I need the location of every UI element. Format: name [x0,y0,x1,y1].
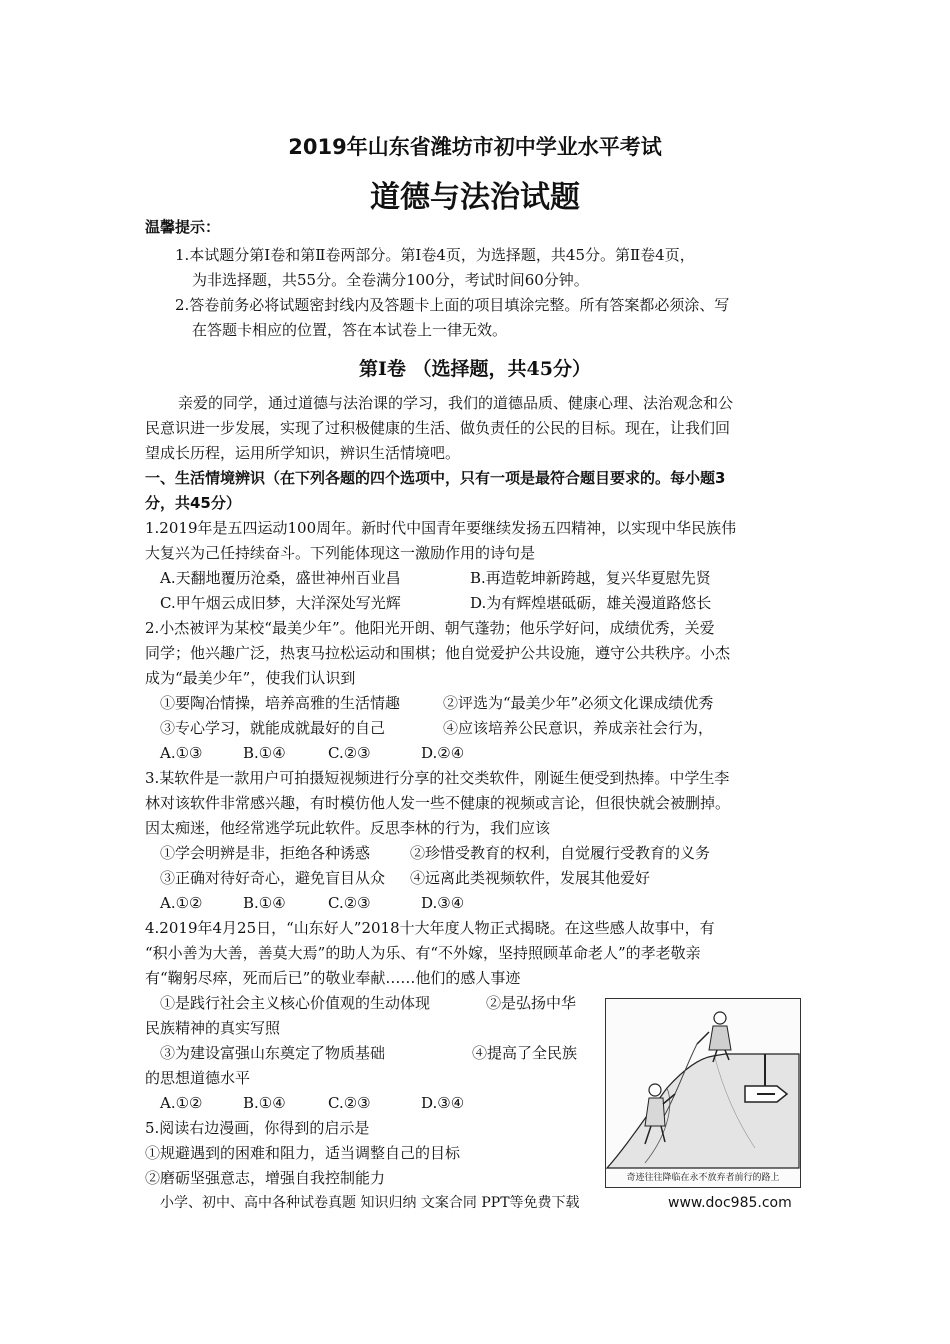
q2-option-a: A.①③ [160,744,203,762]
q1-option-a: A.天翻地覆历沧桑，盛世神州百业昌 [160,569,401,587]
climbing-comic-illustration-icon [605,998,801,1188]
notice-item2-line2: 在答题卡相应的位置，答在本试卷上一律无效。 [192,321,508,339]
q1-option-d: D.为有辉煌堪砥砺，雄关漫道路悠长 [470,594,712,612]
q4-line1: 4.2019年4月25日，“山东好人”2018十大年度人物正式揭晓。在这些感人故事中，有 [145,919,715,937]
q2-statement-2: ②评选为“最美少年”必须文化课成绩优秀 [443,694,714,712]
q3-line1: 3.某软件是一款用户可拍摄短视频进行分享的社交类软件，刚诞生便受到热捧。中学生李 [145,769,730,787]
notice-item2-line1: 2.答卷前务必将试题密封线内及答题卡上面的项目填涂完整。所有答案都必须涂、写 [175,296,730,314]
part-title-line1: 一、生活情境辨识（在下列各题的四个选项中，只有一项是最符合题目要求的。每小题3 [145,469,726,487]
q1-line2: 大复兴为己任持续奋斗。下列能体现这一激励作用的诗句是 [145,544,536,562]
q4-statement-4b: 的思想道德水平 [145,1069,251,1087]
q3-line2: 林对该软件非常感兴趣，有时模仿他人发一些不健康的视频或言论，但很快就会被删掉。 [145,794,731,812]
q3-option-c: C.②③ [328,894,371,912]
q3-statement-1: ①学会明辨是非，拒绝各种诱惑 [160,844,371,862]
q3-statement-2: ②珍惜受教育的权利，自觉履行受教育的义务 [410,844,711,862]
notice-heading: 温馨提示： [145,218,221,236]
notice-item1-line2: 为非选择题，共55分。全卷满分100分，考试时间60分钟。 [192,271,589,289]
q4-statement-1: ①是践行社会主义核心价值观的生动体现 [160,994,431,1012]
q2-line1: 2.小杰被评为某校“最美少年”。他阳光开朗、朝气蓬勃；他乐学好问，成绩优秀，关爱 [145,619,715,637]
q3-option-d: D.③④ [421,894,465,912]
section1-title: 第Ⅰ卷 （选择题，共45分） [359,358,591,380]
comic-caption: 奇迹往往降临在永不放弃者前行的路上 [626,1173,780,1183]
q1-option-b: B.再造乾坤新跨越，复兴华夏慰先贤 [470,569,711,587]
q4-statement-2a: ②是弘扬中华 [486,994,577,1012]
q1-line1: 1.2019年是五四运动100周年。新时代中国青年要继续发扬五四精神，以实现中华民族伟 [145,519,737,537]
q2-line3: 成为“最美少年”，使我们认识到 [145,669,356,687]
q2-statement-1: ①要陶冶情操，培养高雅的生活情趣 [160,694,401,712]
intro-line2: 民意识进一步发展，实现了过积极健康的生活、做负责任的公民的目标。现在，让我们回 [145,419,731,437]
q4-option-c: C.②③ [328,1094,371,1112]
part-title-line2: 分，共45分） [145,494,241,512]
q2-option-d: D.②④ [421,744,465,762]
q5-line1: 5.阅读右边漫画，你得到的启示是 [145,1119,370,1137]
q2-option-c: C.②③ [328,744,371,762]
footer-text: 小学、初中、高中各种试卷真题 知识归纳 文案合同 PPT等免费下载 [160,1195,580,1211]
q5-statement-1: ①规避遇到的困难和阻力，适当调整自己的目标 [145,1144,461,1162]
q3-line3: 因太痴迷，他经常逃学玩此软件。反思李林的行为，我们应该 [145,819,551,837]
q3-option-b: B.①④ [243,894,286,912]
q2-option-b: B.①④ [243,744,286,762]
q4-option-b: B.①④ [243,1094,286,1112]
intro-line3: 望成长历程，运用所学知识，辨识生活情境吧。 [145,444,461,462]
q5-statement-2: ②磨砺坚强意志，增强自我控制能力 [145,1169,386,1187]
q4-line2: “积小善为大善，善莫大焉”的助人为乐、有“不外嫁，坚持照顾革命老人”的孝老敬亲 [145,944,701,962]
q3-option-a: A.①② [160,894,203,912]
q3-statement-3: ③正确对待好奇心，避免盲目从众 [160,869,386,887]
q4-option-d: D.③④ [421,1094,465,1112]
intro-line1: 亲爱的同学，通过道德与法治课的学习，我们的道德品质、健康心理、法治观念和公 [178,394,734,412]
exam-title: 2019年山东省潍坊市初中学业水平考试 [288,135,662,159]
q4-statement-3: ③为建设富强山东奠定了物质基础 [160,1044,386,1062]
subject-title: 道德与法治试题 [370,180,580,215]
q2-statement-4: ④应该培养公民意识，养成亲社会行为， [443,719,714,737]
q4-statement-4a: ④提高了全民族 [472,1044,578,1062]
q3-statement-4: ④远离此类视频软件，发展其他爱好 [410,869,651,887]
q4-option-a: A.①② [160,1094,203,1112]
comic-image [605,998,801,1188]
q4-line3: 有“鞠躬尽瘁，死而后已”的敬业奉献……他们的感人事迹 [145,969,521,987]
footer-site-link[interactable]: www.doc985.com [668,1195,792,1211]
q4-statement-2b: 民族精神的真实写照 [145,1019,281,1037]
notice-item1-line1: 1.本试题分第Ⅰ卷和第Ⅱ卷两部分。第Ⅰ卷4页，为选择题，共45分。第Ⅱ卷4页， [175,246,695,264]
q2-line2: 同学；他兴趣广泛，热衷马拉松运动和围棋；他自觉爱护公共设施，遵守公共秩序。小杰 [145,644,731,662]
q1-option-c: C.甲午烟云成旧梦，大洋深处写光辉 [160,594,401,612]
q2-statement-3: ③专心学习，就能成就最好的自己 [160,719,386,737]
